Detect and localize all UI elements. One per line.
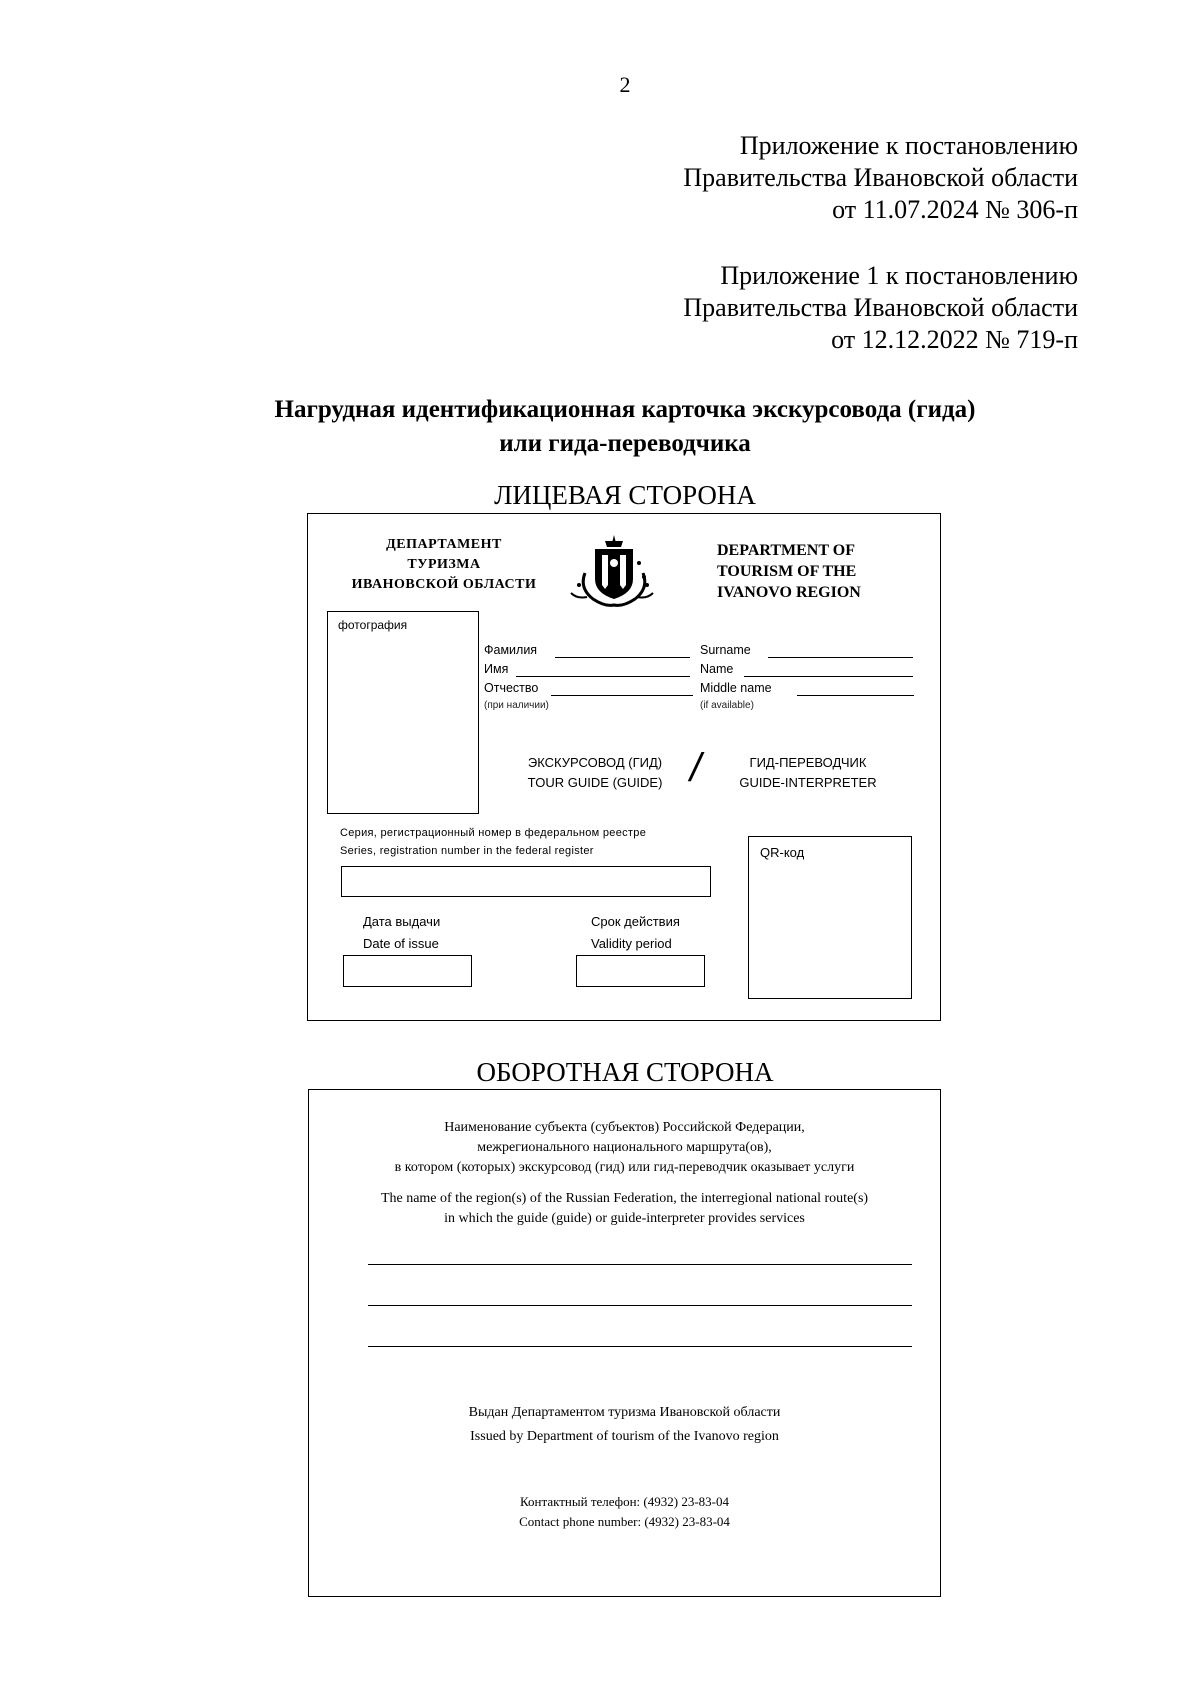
- validity-label-en: Validity period: [591, 936, 672, 951]
- issue-date-label-ru: Дата выдачи: [363, 914, 441, 929]
- name-ru-line: [516, 676, 690, 677]
- issued-by-en: Issued by Department of tourism of the Ivanovo region: [470, 1429, 779, 1444]
- region-name-en-line1: The name of the region(s) of the Russian Federation, the interregional national route(s): [380, 1191, 869, 1206]
- appendix-original-header: [683, 260, 1078, 356]
- issue-date-field: [343, 955, 472, 987]
- middle-name-en-label: Middle name: [700, 681, 772, 695]
- role-tour-guide: [520, 753, 670, 793]
- registration-label-en: Series, registration number in the federal register: [340, 845, 594, 857]
- validity-label: [591, 911, 680, 955]
- name-ru-label: Имя: [484, 662, 509, 676]
- front-side-heading: ЛИЦЕВАЯ СТОРОНА: [494, 480, 756, 510]
- back-side-heading: ОБОРОТНАЯ СТОРОНА: [476, 1057, 774, 1087]
- region-name-en-line2: in which the guide (guide) or guide-interpreter provides services: [444, 1211, 805, 1226]
- patronymic-ru-line: [551, 695, 693, 696]
- registration-number-field: [341, 866, 711, 897]
- surname-en-line: [768, 657, 913, 658]
- region-entry-line-2: [368, 1305, 912, 1306]
- middle-name-en-line: [797, 695, 914, 696]
- if-any-ru-hint: (при наличии): [484, 700, 549, 711]
- role-separator: /: [690, 746, 702, 790]
- issued-by: [310, 1401, 939, 1449]
- document-title: [0, 393, 1200, 461]
- appendix-original-line2: Правительства Ивановской области: [683, 293, 1078, 322]
- department-ru-line2: ТУРИЗМА: [407, 557, 481, 572]
- role-guide-interpreter-ru: ГИД-ПЕРЕВОДЧИК: [749, 755, 867, 770]
- department-ru-line3: ИВАНОВСКОЙ ОБЛАСТИ: [351, 577, 537, 592]
- name-en-line: [744, 676, 913, 677]
- region-entry-line-3: [368, 1346, 912, 1347]
- contact-phone-en: Contact phone number: (4932) 23-83-04: [519, 1514, 730, 1529]
- registration-label: [340, 824, 646, 860]
- region-name-ru-line1: Наименование субъекта (субъектов) Российской Федерации,: [444, 1120, 805, 1135]
- photo-label: фотография: [338, 618, 408, 632]
- role-tour-guide-en: TOUR GUIDE (GUIDE): [527, 775, 663, 790]
- surname-en-label: Surname: [700, 643, 751, 657]
- contact-phone-ru: Контактный телефон: (4932) 23-83-04: [520, 1494, 729, 1509]
- document-title-line1: Нагрудная идентификационная карточка экскурсовода (гида): [274, 396, 976, 423]
- appendix-current-line3: от 11.07.2024 № 306-п: [832, 195, 1078, 224]
- name-en-label: Name: [700, 662, 734, 676]
- validity-label-ru: Срок действия: [591, 914, 680, 929]
- if-any-en-hint: (if available): [700, 700, 754, 711]
- photo-box: [327, 611, 479, 814]
- appendix-current-header: [683, 130, 1078, 226]
- appendix-original-line3: от 12.12.2022 № 719-п: [831, 325, 1078, 354]
- role-guide-interpreter-en: GUIDE-INTERPRETER: [739, 775, 877, 790]
- department-name-en: [717, 540, 861, 603]
- issued-by-ru: Выдан Департаментом туризма Ивановской области: [468, 1405, 781, 1420]
- appendix-current-line2: Правительства Ивановской области: [683, 163, 1078, 192]
- issue-date-label-en: Date of issue: [363, 936, 439, 951]
- department-ru-line1: ДЕПАРТАМЕНТ: [386, 537, 502, 552]
- surname-ru-label: Фамилия: [484, 643, 538, 657]
- department-en-line2: TOURISM OF THE: [717, 563, 857, 580]
- page-number: 2: [619, 72, 631, 97]
- surname-ru-line: [555, 657, 690, 658]
- department-en-line3: IVANOVO REGION: [717, 584, 861, 601]
- region-name-ru: [310, 1118, 939, 1178]
- appendix-current-line1: Приложение к постановлению: [739, 131, 1078, 160]
- qr-code-box: [748, 836, 912, 999]
- validity-field: [576, 955, 705, 987]
- qr-code-label: QR-код: [760, 845, 805, 860]
- department-name-ru: [339, 535, 549, 595]
- region-name-ru-line3: в котором (которых) экскурсовод (гид) или гид-переводчик оказывает услуги: [394, 1160, 855, 1175]
- role-tour-guide-ru: ЭКСКУРСОВОД (ГИД): [527, 755, 663, 770]
- role-guide-interpreter: [733, 753, 883, 793]
- region-name-en: [310, 1189, 939, 1229]
- registration-label-ru: Серия, регистрационный номер в федеральном реестре: [340, 827, 647, 839]
- contact-phone: [310, 1492, 939, 1532]
- appendix-original-line1: Приложение 1 к постановлению: [720, 261, 1078, 290]
- department-en-line1: DEPARTMENT OF: [717, 542, 855, 559]
- patronymic-ru-label: Отчество: [484, 681, 539, 695]
- document-title-line2: или гида-переводчика: [499, 430, 751, 457]
- coat-of-arms-icon: [565, 533, 660, 611]
- issue-date-label: [363, 911, 440, 955]
- region-entry-line-1: [368, 1264, 912, 1265]
- region-name-ru-line2: межрегионального национального маршрута(ов),: [477, 1140, 772, 1155]
